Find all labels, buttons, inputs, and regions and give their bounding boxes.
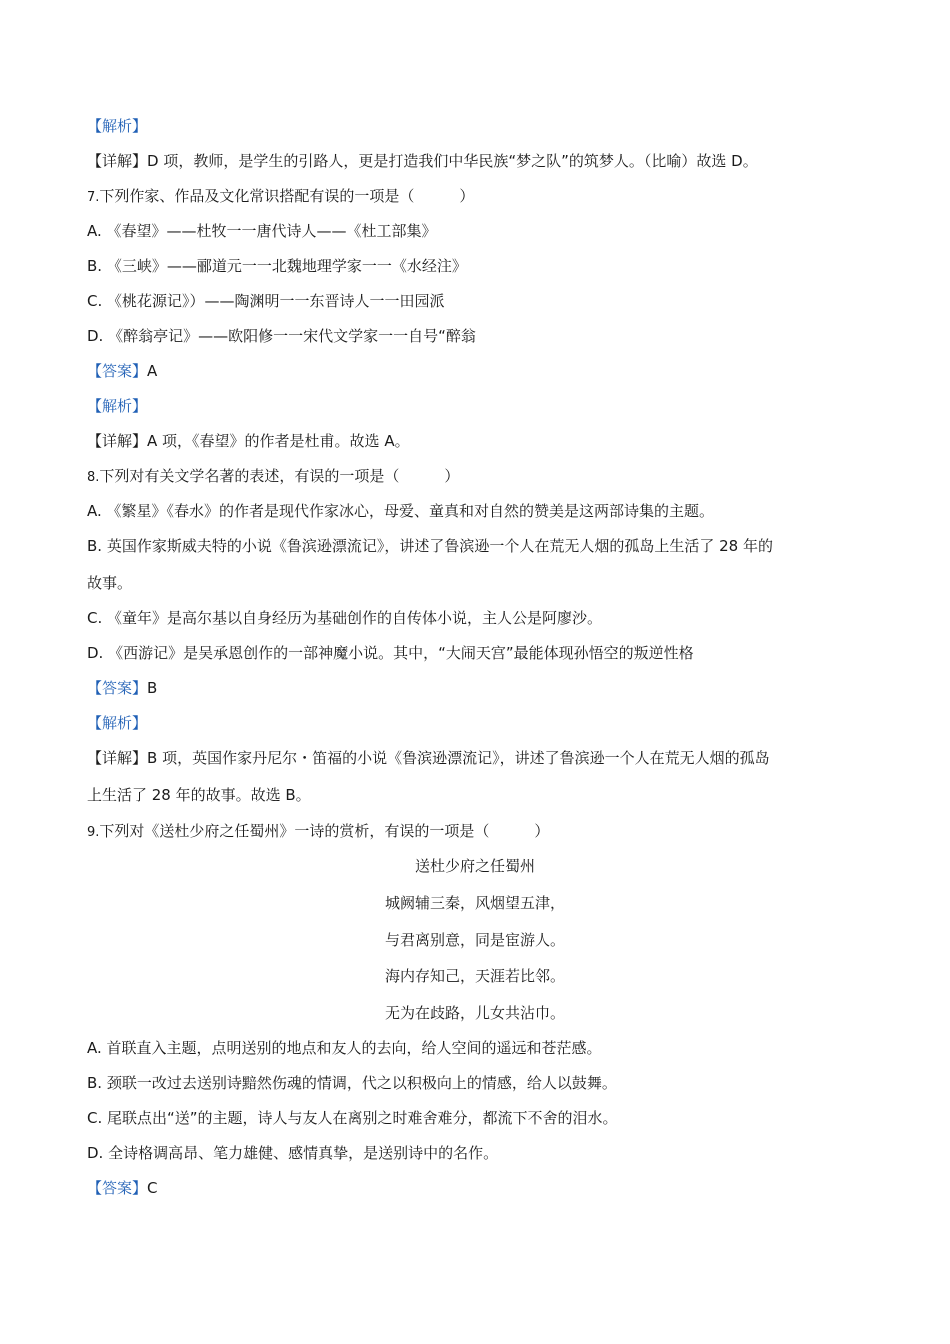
- q7-option-a: A. 《春望》——杜牧一一唐代诗人——《杜工部集》: [87, 222, 437, 240]
- q8-analysis-tag: 【解析】: [87, 714, 148, 732]
- q9-option-a: A. 首联直入主题，点明送别的地点和友人的去向，给人空间的遥远和苍茫感。: [87, 1039, 602, 1057]
- q7-option-d: D. 《醉翁亭记》——欧阳修一一宋代文学家一一自号“醉翁: [87, 327, 476, 345]
- detail-text: D 项，教师，是学生的引路人，更是打造我们中华民族“梦之队”的筑梦人。（比喻）故选 D。: [147, 152, 758, 170]
- q9-option-b: B. 颈联一改过去送别诗黯然伤魂的情调，代之以积极向上的情感，给人以鼓舞。: [87, 1074, 617, 1092]
- q8-option-c: C. 《童年》是高尔基以自身经历为基础创作的自传体小说，主人公是阿廖沙。: [87, 609, 603, 627]
- q9-option-c: C. 尾联点出“送”的主题，诗人与友人在离别之时难舍难分，都流下不舍的泪水。: [87, 1109, 618, 1127]
- q6-analysis-tag: 【解析】: [87, 117, 148, 135]
- q6-detail: [87, 151, 870, 171]
- q7-analysis-tag: 【解析】: [87, 397, 148, 415]
- q8-option-b-cont: 故事。: [87, 574, 133, 592]
- q8-answer: 【答案】B: [87, 679, 158, 697]
- q7-option-c: C. 《桃花源记》）——陶渊明一一东晋诗人一一田园派: [87, 292, 445, 310]
- q7-option-b: B. 《三峡》——郦道元一一北魏地理学家一一《水经注》: [87, 257, 467, 275]
- q7-answer: 【答案】A: [87, 362, 158, 380]
- poem-line: 与君离别意，同是宦游人。: [384, 931, 565, 949]
- detail-tag: 【详解】: [87, 152, 148, 170]
- q7-question: 7.下列作家、作品及文化常识搭配有误的一项是（ ）: [87, 187, 475, 205]
- q8-option-a: A. 《繁星》《春水》的作者是现代作家冰心，母爱、童真和对自然的赞美是这两部诗集的主题。: [87, 502, 715, 520]
- q9-question: 9.下列对《送杜少府之任蜀州》一诗的赏析，有误的一项是（ ）: [87, 822, 550, 840]
- q8-detail: 【详解】B 项，英国作家丹尼尔・笛福的小说《鲁滨逊漂流记》，讲述了鲁滨逊一个人在荒无人烟的孤岛: [87, 749, 770, 767]
- q9-option-d: D. 全诗格调高昂、笔力雄健、感情真挚，是送别诗中的名作。: [87, 1144, 499, 1162]
- q8-question: 8.下列对有关文学名著的表述，有误的一项是（ ）: [87, 467, 460, 485]
- q8-option-d: D. 《西游记》是吴承恩创作的一部神魔小说。其中，“大闹天宫”最能体现孙悟空的叛逆性格: [87, 644, 694, 662]
- q8-detail-cont: 上生活了 28 年的故事。故选 B。: [87, 786, 311, 804]
- q7-detail: 【详解】A 项，《春望》的作者是杜甫。故选 A。: [87, 432, 410, 450]
- poem-line: 城阙辅三秦，风烟望五津，: [384, 894, 565, 912]
- poem-line: 海内存知己，天涯若比邻。: [384, 967, 565, 985]
- q9-answer: 【答案】C: [87, 1179, 158, 1197]
- poem-line: 无为在歧路，儿女共沾巾。: [384, 1004, 565, 1022]
- poem-title: 送杜少府之任蜀州: [414, 857, 535, 875]
- q8-option-b: B. 英国作家斯威夫特的小说《鲁滨逊漂流记》，讲述了鲁滨逊一个人在荒无人烟的孤岛上生活了 28 年的: [87, 537, 773, 555]
